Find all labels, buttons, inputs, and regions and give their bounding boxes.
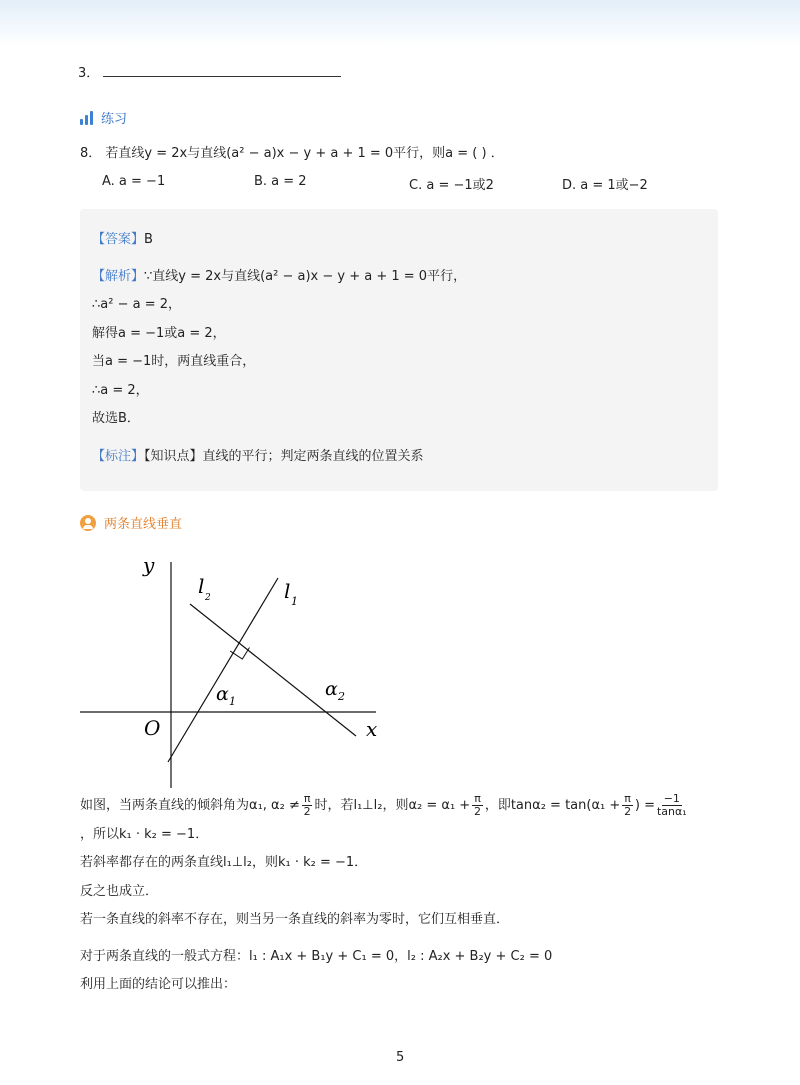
fill-blank-line [103, 64, 341, 77]
answer-tag: 【答案】 [92, 232, 145, 247]
analysis-line-2: ∴a² − a = 2， [92, 297, 182, 312]
line-l1 [168, 578, 278, 762]
option-b[interactable]: B. a = 2 [254, 174, 307, 189]
analysis-line-4: 当a = −1时，两直线重合， [92, 354, 256, 369]
option-a[interactable]: A. a = −1 [102, 174, 166, 189]
topic-title: 两条直线垂直 [104, 517, 183, 532]
para1-part-b: 时，若l₁⊥l₂，则α₂ = α₁ + [314, 797, 471, 813]
page-number: 5 [396, 1050, 405, 1065]
paragraph-1-end: ，所以k₁ · k₂ = −1． [80, 827, 209, 842]
answer-line [92, 231, 153, 249]
blank-item-3 [78, 64, 341, 83]
practice-title: 练习 [101, 112, 128, 127]
paragraph-4: 若一条直线的斜率不存在，则当另一条直线的斜率为零时，它们互相垂直． [80, 912, 510, 927]
frac-num: π [624, 792, 631, 805]
analysis-line-6: 故选B． [92, 411, 140, 426]
frac-den: 2 [303, 805, 311, 818]
analysis-text-1: ∵直线y = 2x与直线(a² − a)x − y + a + 1 = 0平行， [144, 269, 467, 284]
option-c[interactable]: C. a = −1或2 [409, 178, 494, 193]
line-l2 [190, 604, 356, 736]
frac-den: tanα₁ [656, 805, 687, 818]
note-line [92, 448, 424, 466]
alpha1-label: α [216, 683, 229, 705]
practice-header [80, 108, 127, 127]
para1-part-a: 如图，当两条直线的倾斜角为α₁, α₂ ≠ [80, 797, 300, 813]
l1-label: l [284, 579, 291, 603]
topic-header [80, 513, 182, 532]
l2-label: l [198, 574, 205, 598]
fraction-pi-over-2 [472, 793, 483, 818]
paragraph-1 [80, 793, 689, 818]
frac-num: −1 [663, 792, 680, 805]
fraction-neg1-over-tan [657, 793, 687, 818]
fraction-pi-over-2 [622, 793, 633, 818]
bar-chart-icon [80, 111, 93, 125]
paragraph-2: 若斜率都存在的两条直线l₁⊥l₂，则k₁ · k₂ = −1． [80, 855, 368, 870]
frac-den: 2 [624, 805, 632, 818]
fraction-pi-over-2 [302, 793, 313, 818]
person-icon [80, 515, 96, 531]
alpha2-label: α [325, 678, 338, 700]
alpha1-subscript: 1 [229, 695, 236, 708]
y-axis-label: y [143, 553, 155, 577]
alpha2-subscript: 2 [338, 690, 345, 703]
option-d[interactable]: D. a = 1或−2 [562, 178, 648, 193]
frac-den: 2 [474, 805, 482, 818]
paragraph-3: 反之也成立． [80, 884, 159, 899]
x-axis-label: x [366, 717, 378, 741]
header-band [0, 0, 800, 46]
frac-num: π [474, 792, 481, 805]
l2-subscript: 2 [205, 593, 211, 603]
perpendicular-lines-diagram [78, 548, 398, 792]
paragraph-5: 对于两条直线的一般式方程：l₁ : A₁x + B₁y + C₁ = 0，l₂ : A₂x + B₂y + C₂ = 0 [80, 949, 553, 964]
note-tag: 【标注】 [92, 449, 145, 464]
para1-part-d: ) = [634, 797, 655, 813]
analysis-line-1 [92, 268, 466, 286]
para1-part-c: ，即tanα₂ = tan(α₁ + [484, 797, 621, 813]
analysis-line-5: ∴a = 2， [92, 383, 149, 398]
blank-number: 3． [78, 66, 100, 81]
l1-subscript: 1 [291, 595, 298, 608]
origin-label: O [144, 716, 161, 740]
paragraph-6: 利用上面的结论可以推出： [80, 977, 237, 992]
answer-value: B [144, 232, 153, 247]
question-stem: 8． 若直线y = 2x与直线(a² − a)x − y + a + 1 = 0平行，则a = ( ) ． [80, 146, 504, 161]
analysis-line-3: 解得a = −1或a = 2， [92, 326, 226, 341]
frac-num: π [303, 792, 311, 805]
note-text: 【知识点】直线的平行；判定两条直线的位置关系 [144, 449, 424, 464]
analysis-tag: 【解析】 [92, 269, 145, 284]
